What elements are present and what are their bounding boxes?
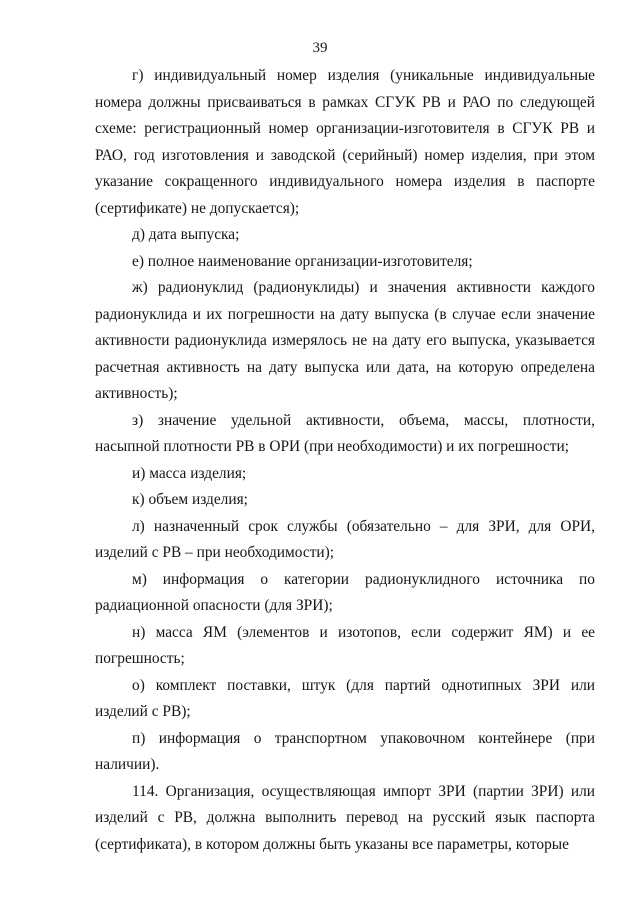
paragraph-item-e: е) полное наименование организации-изготовителя; — [132, 252, 473, 270]
paragraph-item-z: з) значение удельной активности, объема, массы, плотности, насыпной плотности РВ в ОРИ (при необходимости) и их погрешности; — [95, 411, 595, 455]
paragraph-item-k: к) объем изделия; — [132, 491, 248, 508]
paragraph-item-p: п) информация о транспортном упаковочном контейнере (при наличии). — [95, 729, 595, 773]
paragraph-item-n: н) масса ЯМ (элементов и изотопов, если содержит ЯМ) и ее погрешность; — [95, 623, 595, 667]
page-body — [95, 63, 595, 858]
paragraph-item-zh: ж) радионуклид (радионуклиды) и значения активности каждого радионуклида и их погрешности на дату выпуска (в случае если значение активности радионуклида измерялось не на дату его выпуска, указывается расчетная активность на дату выпуска или дата, на которую определена активность); — [95, 279, 595, 402]
paragraph-section-114: 114. Организация, осуществляющая импорт ЗРИ (партии ЗРИ) или изделий с РВ, должна выполнить перевод на русский язык паспорта (сертификата), в котором должны быть указаны все параметры, которые — [95, 782, 595, 853]
paragraph-item-d: д) дата выпуска; — [132, 226, 240, 243]
page-number: 39 — [312, 40, 328, 56]
paragraph-item-l: л) назначенный срок службы (обязательно – для ЗРИ, для ОРИ, изделий с РВ – при необходимости); — [95, 517, 595, 561]
paragraph-item-m: м) информация о категории радионуклидного источника по радиационной опасности (для ЗРИ); — [95, 570, 595, 614]
paragraph-item-o: о) комплект поставки, штук (для партий однотипных ЗРИ или изделий с РВ); — [95, 676, 595, 720]
paragraph-item-g: г) индивидуальный номер изделия (уникальные индивидуальные номера должны присваиваться в рамках СГУК РВ и РАО по следующей схеме: регистрационный номер организации-изготовителя в СГУК РВ и РАО, год изготовления и заводской (серийный) номер изделия, при этом указание сокращенного индивидуального номера изделия в паспорте (сертификате) не допускается); — [95, 67, 595, 217]
paragraph-item-i: и) масса изделия; — [132, 464, 247, 482]
